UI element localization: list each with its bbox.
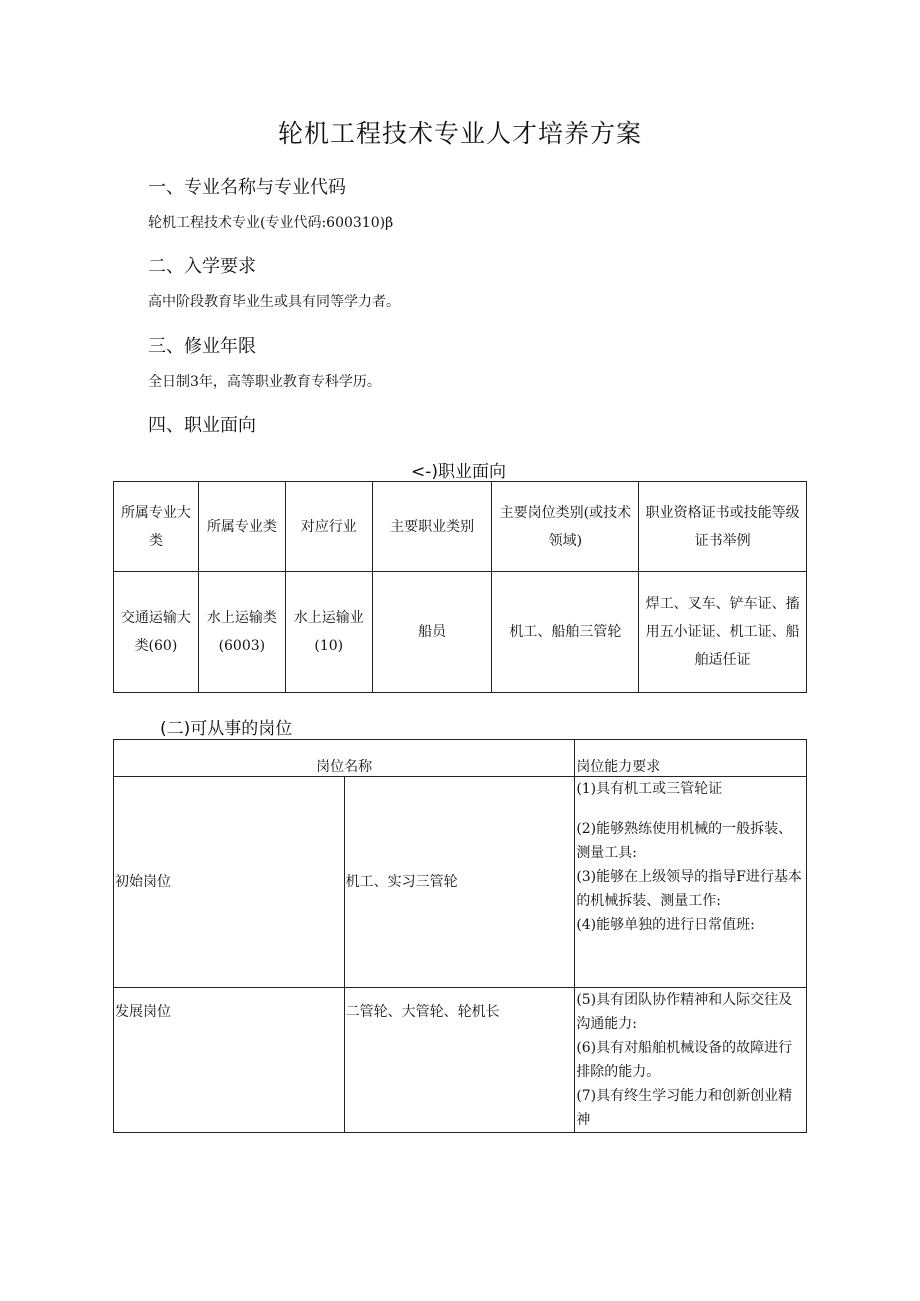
table-header-cell: 所属专业类: [198, 482, 285, 572]
table-cell: 交通运输大类(60): [114, 572, 199, 693]
position-names-cell: [344, 988, 575, 1133]
ability-item: (3)能够在上级领导的指导F进行基本的机械拆装、测量工作:: [576, 869, 802, 909]
table-cell: 船员: [372, 572, 492, 693]
document-title: 轮机工程技术专业人才培养方案: [277, 119, 642, 148]
abilities-cell: [575, 777, 807, 988]
table-header-cell: 岗位名称: [114, 740, 575, 777]
position-level-text: 发展岗位: [115, 1004, 171, 1020]
position-level-cell: [114, 988, 345, 1133]
table-header-cell: 对应行业: [285, 482, 372, 572]
table-header-row: [114, 740, 807, 777]
abilities-cell: [575, 988, 807, 1133]
career-orientation-table: [113, 481, 807, 693]
section-text-2: 高中阶段教育毕业生或具有同等学力者。: [148, 294, 400, 310]
ability-item: (6)具有对船舶机械设备的故障进行排除的能力。: [576, 1040, 793, 1080]
table-header-row: [114, 482, 807, 572]
table-header-cell: 所属专业大类: [114, 482, 199, 572]
ability-item: (4)能够单独的进行日常值班:: [576, 917, 755, 933]
ability-item: (7)具有终生学习能力和创新创业精神: [576, 1088, 793, 1128]
section-heading-3: 三、修业年限: [148, 336, 256, 357]
table-row: [114, 572, 807, 693]
position-level-cell: 初始岗位: [114, 777, 345, 988]
ability-item: (5)具有团队协作精神和人际交往及沟通能力:: [576, 992, 793, 1032]
positions-table: [113, 739, 807, 1133]
position-names-text: 二管轮、大管轮、轮机长: [345, 1004, 500, 1020]
table2-caption: (二)可从事的岗位: [160, 719, 293, 739]
section-heading-4: 四、职业面向: [148, 415, 256, 436]
table-row: [114, 777, 807, 988]
section-text-1: 轮机工程技术专业(专业代码:600310)β: [148, 215, 394, 231]
section-heading-2: 二、入学要求: [148, 256, 256, 277]
ability-item: (2)能够熟练使用机械的一般拆装、测量工具:: [576, 821, 793, 861]
table-header-cell: 主要职业类别: [372, 482, 492, 572]
ability-item: (1)具有机工或三管轮证: [576, 781, 723, 797]
section-heading-1: 一、专业名称与专业代码: [148, 177, 346, 198]
table-header-cell: 主要岗位类别(或技术领域): [492, 482, 639, 572]
table-header-cell: 岗位能力要求: [575, 740, 807, 777]
table-cell: 机工、船舶三管轮: [492, 572, 639, 693]
table-header-cell: 职业资格证书或技能等级证书举例: [639, 482, 807, 572]
table1-caption: <-)职业面向: [411, 462, 507, 482]
section-text-3: 全日制3年，高等职业教育专科学历。: [148, 374, 381, 390]
table-row: [114, 988, 807, 1133]
table-cell: 水上运输业(10): [285, 572, 372, 693]
table-cell: 焊工、叉车、铲车证、搐用五小证证、机工证、船舶适任证: [639, 572, 807, 693]
table-cell: 水上运输类(6003): [198, 572, 285, 693]
position-names-cell: 机工、实习三管轮: [344, 777, 575, 988]
